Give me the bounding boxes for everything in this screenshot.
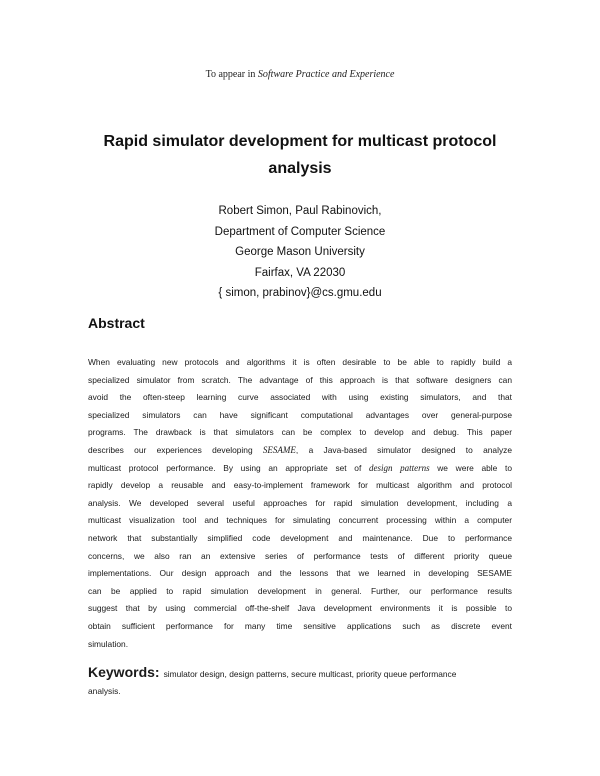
abstract-text: multicast protocol performance. By using an appropriate set of <box>88 462 369 473</box>
keywords-list: simulator design, design patterns, secure multicast, priority queue performance <box>163 669 457 679</box>
abstract-line <box>88 460 512 478</box>
author-department: Department of Computer Science <box>214 225 386 238</box>
abstract-line <box>88 442 512 460</box>
abstract-line: implementations. Our design approach and the lessons that we learned in developing SESAME <box>88 568 512 579</box>
author-university: George Mason University <box>235 246 365 258</box>
author-emails: { simon, prabinov}@cs.gmu.edu <box>218 287 382 299</box>
keywords-list-continued: analysis. <box>88 686 121 696</box>
abstract-line: avoid the often-steep learning curve associated with using existing simulators, and that <box>88 392 512 403</box>
paper-title-line-2: analysis <box>268 160 332 177</box>
abstract-text: , a Java-based simulator designed to analyze <box>295 444 512 455</box>
abstract-line: suggest that by using commercial off-the-shelf Java development environments it is possible to <box>88 603 512 614</box>
abstract-line: can be applied to rapid simulation development in general. Further, our performance results <box>88 585 512 596</box>
paper-title <box>80 128 520 182</box>
abstract-line: specialized simulator from scratch. The advantage of this approach is that software designers can <box>88 374 512 385</box>
abstract-line: rapidly develop a reusable and easy-to-implement framework for multicast algorithm and protocol <box>88 480 512 491</box>
abstract-line: When evaluating new protocols and algorithms it is often desirable to be able to rapidly build a <box>88 357 512 367</box>
publication-note-prefix: To appear in <box>205 69 258 80</box>
abstract-line: programs. The drawback is that simulators can be complex to develop and debug. This paper <box>88 427 512 438</box>
abstract-text: we were able to <box>429 462 512 473</box>
abstract-body <box>88 354 512 653</box>
abstract-text: describes our experiences developing <box>88 444 263 455</box>
abstract-line: multicast visualization tool and techniques for simulating concurrent processing within a computer <box>88 515 512 526</box>
paper-title-line-1: Rapid simulator development for multicast protocol <box>103 133 497 150</box>
publication-note <box>0 69 600 80</box>
keywords-label: Keywords: <box>88 664 160 680</box>
abstract-line: specialized simulators can have significant computational advantages over general-purpose <box>88 409 512 420</box>
author-city: Fairfax, VA 22030 <box>254 266 346 279</box>
abstract-line: network that substantially simplified code development and maintenance. Due to performance <box>88 532 512 543</box>
abstract-line: analysis. We developed several useful approaches for rapid simulation development, including a <box>88 497 512 508</box>
publication-venue: Software Practice and Experience <box>257 69 395 80</box>
abstract-emphasis-design-patterns: design patterns <box>368 462 430 473</box>
abstract-heading: Abstract <box>88 315 145 331</box>
author-names: Robert Simon, Paul Rabinovich, <box>218 205 382 217</box>
abstract-line: concerns, we also ran an extensive series of performance tests of different priority queue <box>88 550 512 561</box>
abstract-line: simulation. <box>88 638 129 649</box>
author-block <box>0 201 600 304</box>
abstract-emphasis-sesame: SESAME <box>262 444 296 455</box>
keywords-section <box>88 661 512 697</box>
abstract-line: obtain sufficient performance for many time sensitive applications such as discrete event <box>88 620 512 631</box>
